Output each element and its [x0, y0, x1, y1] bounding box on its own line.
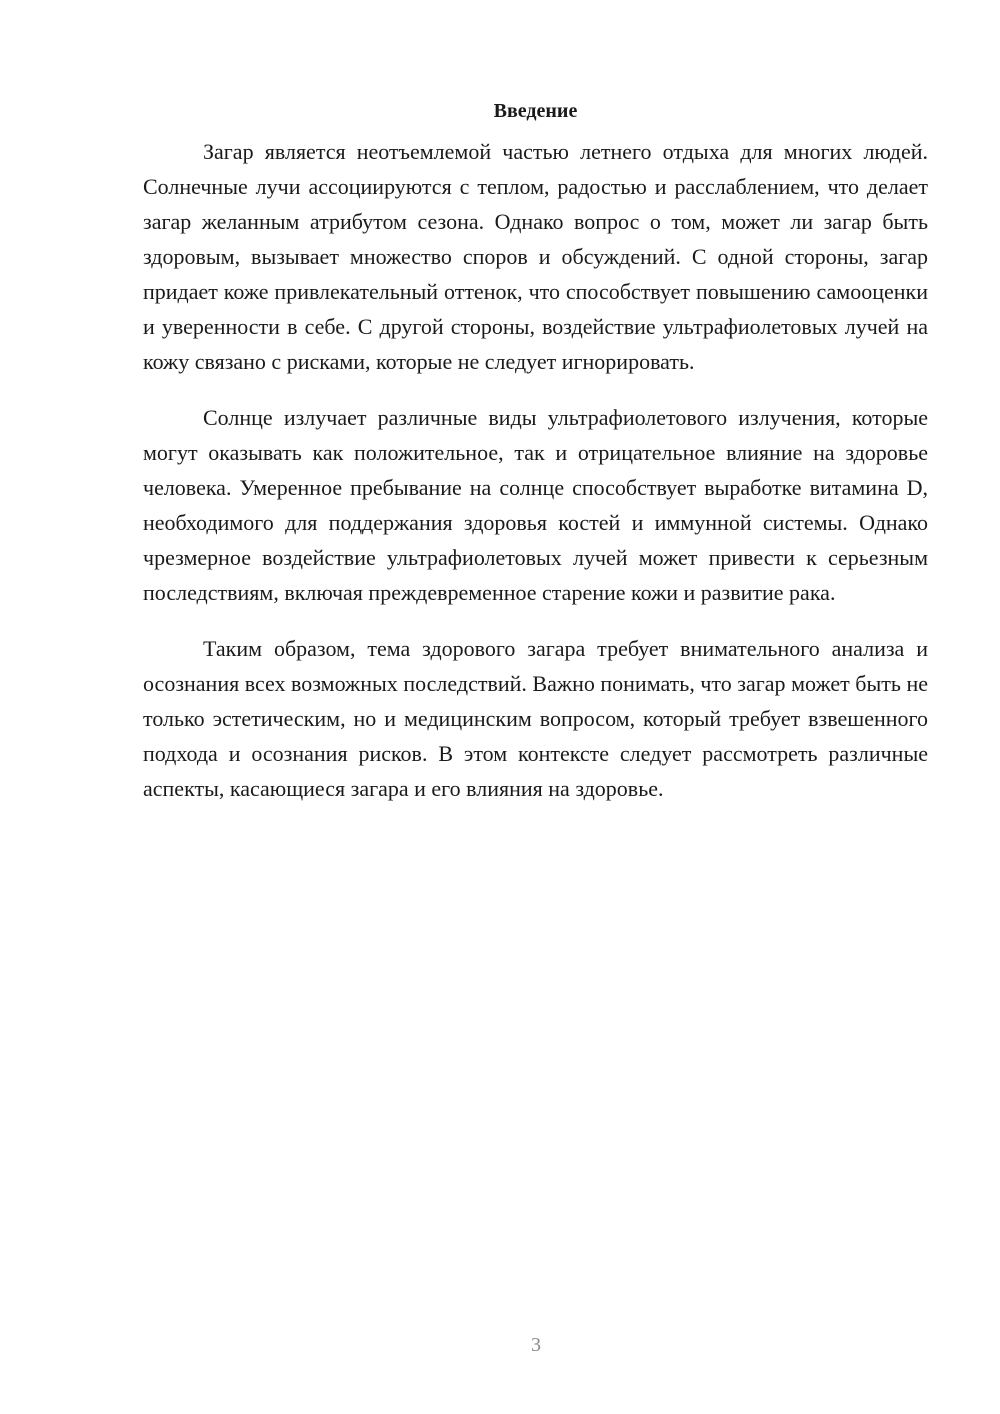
- paragraph-3: Таким образом, тема здорового загара требует внимательного анализа и осознания всех возможных последствий. Важно понимать, что загар может быть не только эстетическим, но и медицинским вопросом, который требует взвешенного подхода и осознания рисков. В этом контексте следует рассмотреть различные аспекты, касающиеся загара и его влияния на здоровье.: [143, 636, 928, 801]
- page-content: [143, 96, 928, 806]
- paragraph-2: Солнце излучает различные виды ультрафиолетового излучения, которые могут оказывать как положительное, так и отрицательное влияние на здоровье человека. Умеренное пребывание на солнце способствует выработке витамина D, необходимого для поддержания здоровья костей и иммунной системы. Однако чрезмерное воздействие ультрафиолетовых лучей может привести к серьезным последствиям, включая преждевременное старение кожи и развитие рака.: [143, 405, 928, 605]
- paragraph-1: Загар является неотъемлемой частью летнего отдыха для многих людей. Солнечные лучи ассоциируются с теплом, радостью и расслаблением, что делает загар желанным атрибутом сезона. Однако вопрос о том, может ли загар быть здоровым, вызывает множество споров и обсуждений. С одной стороны, загар придает коже привлекательный оттенок, что способствует повышению самооценки и уверенности в себе. С другой стороны, воздействие ультрафиолетовых лучей на кожу связано с рисками, которые не следует игнорировать.: [143, 139, 928, 374]
- section-title: Введение: [493, 100, 578, 122]
- page-number: 3: [531, 1334, 541, 1356]
